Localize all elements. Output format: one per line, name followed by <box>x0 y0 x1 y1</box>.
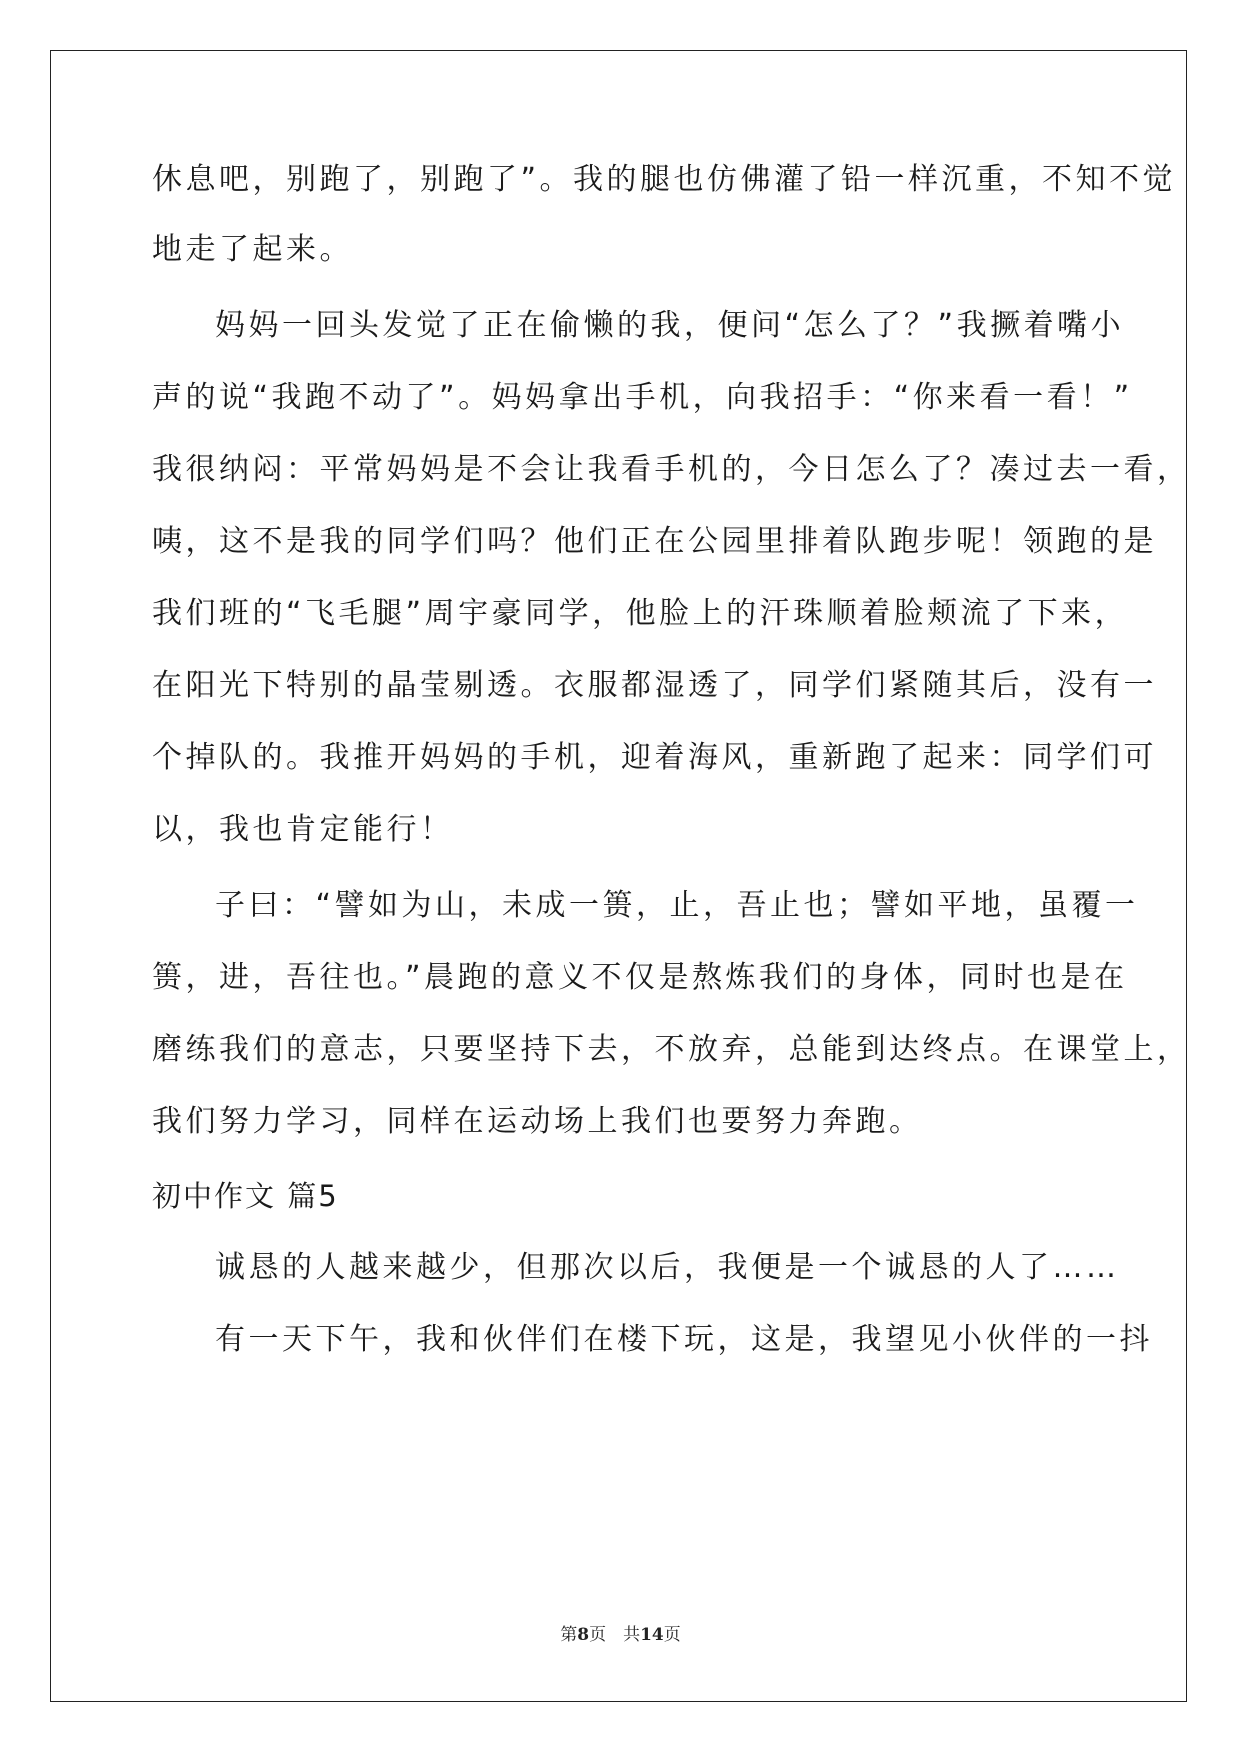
paragraph-line: 妈妈一回头发觉了正在偷懒的我，便问“怎么了？”我撅着嘴小 <box>215 308 1125 343</box>
page-border <box>50 50 1187 1702</box>
paragraph-line: 篑，进，吾往也。”晨跑的意义不仅是熬炼我们的身体，同时也是在 <box>152 960 1128 995</box>
paragraph-line: 我们班的“飞毛腿”周宇豪同学，他脸上的汗珠顺着脸颊流了下来， <box>152 596 1129 631</box>
paragraph-line: 咦，这不是我的同学们吗？他们正在公园里排着队跑步呢！领跑的是 <box>152 524 1157 559</box>
paragraph-line: 在阳光下特别的晶莹剔透。衣服都湿透了，同学们紧随其后，没有一 <box>152 668 1157 703</box>
paragraph-line: 地走了起来。 <box>152 232 353 267</box>
paragraph-line: 声的说“我跑不动了”。妈妈拿出手机，向我招手：“你来看一看！” <box>152 380 1133 415</box>
footer-prefix: 第 <box>560 1625 578 1645</box>
paragraph-line: 诚恳的人越来越少，但那次以后，我便是一个诚恳的人了…… <box>215 1250 1120 1285</box>
section-heading: 初中作文 篇5 <box>152 1179 339 1213</box>
paragraph-line: 个掉队的。我推开妈妈的手机，迎着海风，重新跑了起来：同学们可 <box>152 740 1157 775</box>
footer-suffix: 页 <box>663 1625 681 1645</box>
paragraph-line: 有一天下午，我和伙伴们在楼下玩，这是，我望见小伙伴的一抖 <box>215 1322 1153 1357</box>
current-page-number: 8 <box>577 1625 590 1645</box>
total-page-count: 14 <box>640 1625 664 1645</box>
paragraph-line: 子曰：“譬如为山，未成一篑，止，吾止也；譬如平地，虽覆一 <box>215 888 1139 923</box>
paragraph-line: 我很纳闷：平常妈妈是不会让我看手机的，今日怎么了？凑过去一看， <box>152 452 1191 487</box>
paragraph-line: 休息吧，别跑了，别跑了”。我的腿也仿佛灌了铅一样沉重，不知不觉 <box>152 162 1177 197</box>
paragraph-line: 我们努力学习，同样在运动场上我们也要努力奔跑。 <box>152 1104 923 1139</box>
paragraph-line: 磨练我们的意志，只要坚持下去，不放弃，总能到达终点。在课堂上， <box>152 1032 1191 1067</box>
footer-mid: 页 共 <box>589 1625 641 1645</box>
paragraph-line: 以，我也肯定能行！ <box>152 812 454 847</box>
page-footer <box>0 1620 1241 1645</box>
